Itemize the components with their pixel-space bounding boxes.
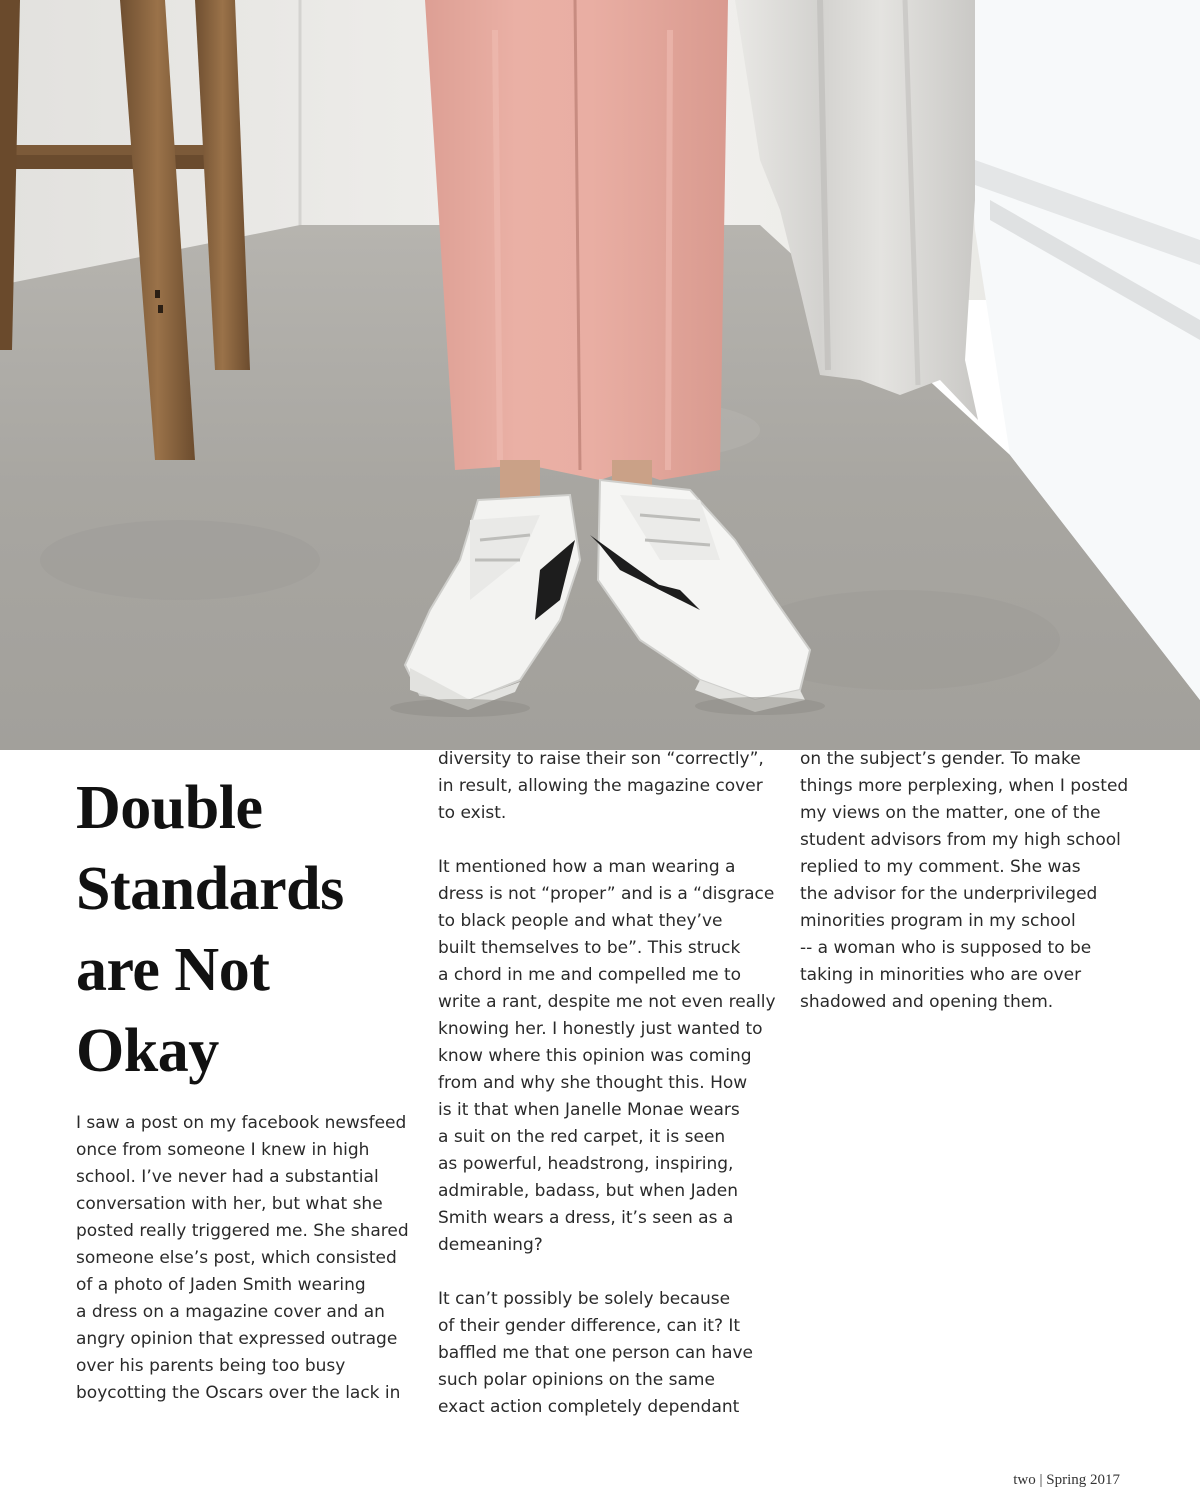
text-line: Smith wears a dress, it’s seen as a — [438, 1208, 734, 1228]
text-line: built themselves to be”. This struck — [438, 938, 741, 958]
text-line: replied to my comment. She was — [800, 857, 1081, 877]
text-line: know where this opinion was coming — [438, 1046, 752, 1066]
text-line: over his parents being too busy — [76, 1356, 346, 1376]
text-line: is it that when Janelle Monae wears — [438, 1100, 740, 1120]
article-paragraph — [438, 746, 768, 827]
text-line: admirable, badass, but when Jaden — [438, 1181, 739, 1201]
text-line: It can’t possibly be solely because — [438, 1289, 731, 1309]
article-column-1 — [76, 1110, 409, 1407]
text-line: baffled me that one person can have — [438, 1343, 754, 1363]
text-line: -- a woman who is supposed to be — [800, 938, 1092, 958]
text-line: conversation with her, but what she — [76, 1194, 383, 1214]
text-line: boycotting the Oscars over the lack in — [76, 1383, 401, 1403]
article-paragraph — [76, 1110, 409, 1407]
text-line: It mentioned how a man wearing a — [438, 857, 736, 877]
text-line: shadowed and opening them. — [800, 992, 1054, 1012]
headline-line: Standards — [76, 855, 344, 923]
text-line: the advisor for the underprivileged — [800, 884, 1098, 904]
text-line: of their gender difference, can it? It — [438, 1316, 741, 1336]
text-line: knowing her. I honestly just wanted to — [438, 1019, 763, 1039]
text-line: demeaning? — [438, 1235, 543, 1255]
text-line: on the subject’s gender. To make — [800, 749, 1081, 769]
text-line: to exist. — [438, 803, 507, 823]
text-line: angry opinion that expressed outrage — [76, 1329, 398, 1349]
headline-line: are Not — [76, 936, 270, 1004]
trousers — [425, 0, 728, 480]
text-line: student advisors from my high school — [800, 830, 1121, 850]
text-line: posted really triggered me. She shared — [76, 1221, 409, 1241]
article-column-3 — [800, 746, 1130, 1016]
text-line: to black people and what they’ve — [438, 911, 723, 931]
text-line: a dress on a magazine cover and an — [76, 1302, 385, 1322]
text-line: diversity to raise their son “correctly”, — [438, 749, 764, 769]
text-line: someone else’s post, which consisted — [76, 1248, 397, 1268]
ankle — [500, 460, 540, 500]
shoe-shadow — [390, 699, 530, 717]
text-line: taking in minorities who are over — [800, 965, 1082, 985]
article-headline — [76, 768, 406, 1092]
article-paragraph — [800, 746, 1130, 1016]
text-line: a suit on the red carpet, it is seen — [438, 1127, 726, 1147]
text-line: dress is not “proper” and is a “disgrace — [438, 884, 775, 904]
shoe-shadow — [695, 697, 825, 715]
text-line: as powerful, headstrong, inspiring, — [438, 1154, 734, 1174]
text-line: my views on the matter, one of the — [800, 803, 1101, 823]
text-line: such polar opinions on the same — [438, 1370, 715, 1390]
article-paragraph — [438, 1286, 768, 1421]
text-line: of a photo of Jaden Smith wearing — [76, 1275, 366, 1295]
page-folio: two | Spring 2017 — [1013, 1472, 1120, 1488]
headline-line: Okay — [76, 1017, 219, 1085]
text-line: school. I’ve never had a substantial — [76, 1167, 379, 1187]
floor-texture — [40, 520, 320, 600]
article-paragraph — [438, 854, 776, 1259]
text-line: things more perplexing, when I posted — [800, 776, 1129, 796]
text-line: in result, allowing the magazine cover — [438, 776, 763, 796]
text-line: once from someone I knew in high — [76, 1140, 370, 1160]
text-line: minorities program in my school — [800, 911, 1076, 931]
text-line: I saw a post on my facebook newsfeed — [76, 1113, 407, 1133]
text-line: exact action completely dependant — [438, 1397, 740, 1417]
text-line: from and why she thought this. How — [438, 1073, 748, 1093]
text-line: a chord in me and compelled me to — [438, 965, 742, 985]
text-line: write a rant, despite me not even really — [438, 992, 776, 1012]
article-column-2 — [438, 746, 776, 1421]
headline-line: Double — [76, 774, 263, 842]
